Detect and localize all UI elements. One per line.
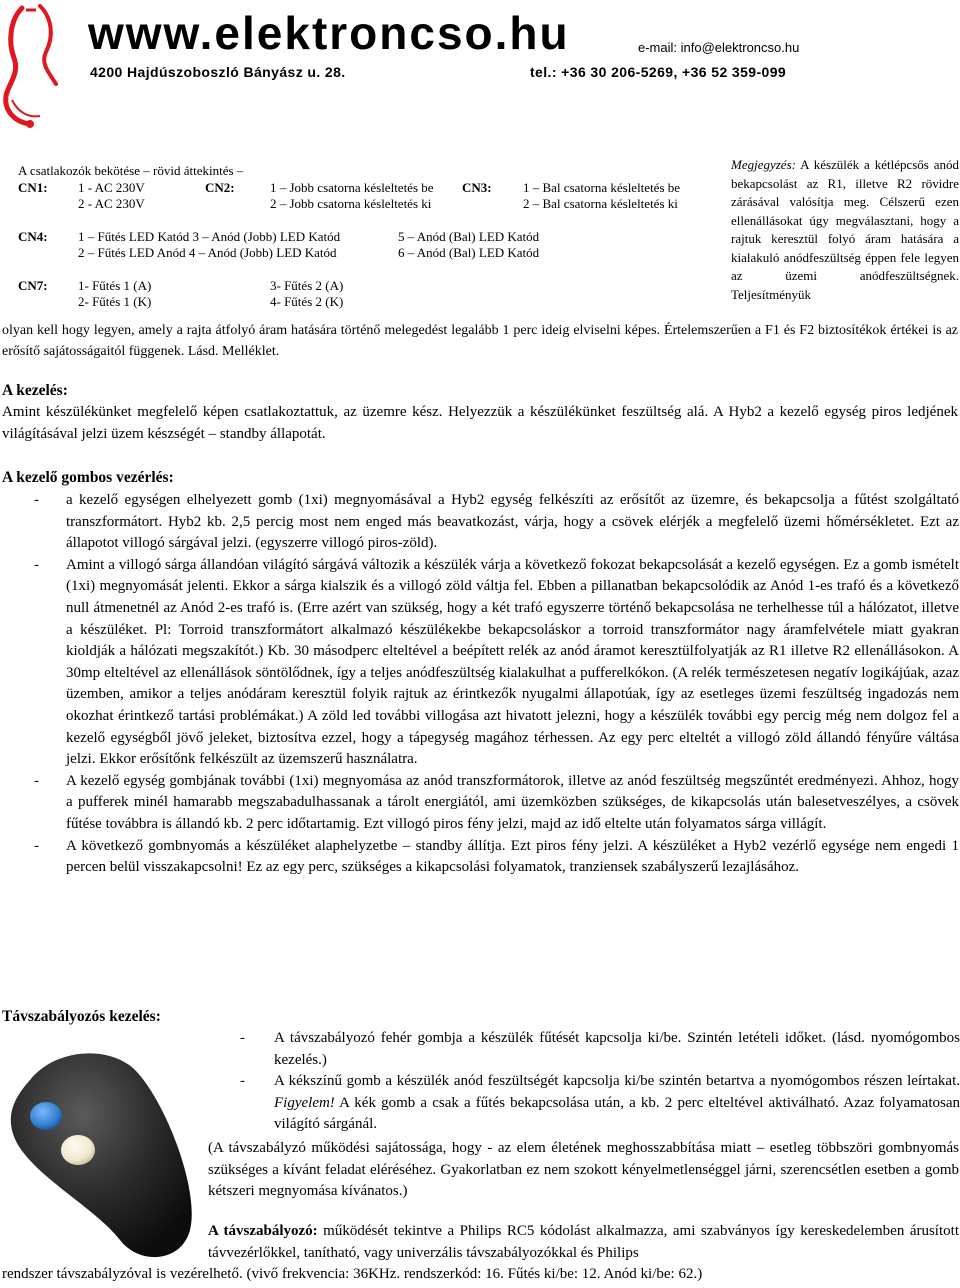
list-item-text-b: A kék gomb a csak a fűtés bekapcsolása után, a kb. 2 perc elteltével aktiválható. Azaz folyamatosan világító sárgánál. — [274, 1094, 960, 1133]
cn4-a1: 1 – Fűtés LED Katód 3 – Anód (Jobb) LED Katód — [78, 229, 341, 244]
list-item-text-a: A kékszínű gomb a készülék anód feszültségét kapcsolja ki/be szintén betartva a nyomógombos részen leírtakat. — [274, 1073, 960, 1090]
remote-paren-text: (A távszabályzó működési sajátossága, hogy - az elem életének meghosszabbítása miatt – esetleg többszöri gombnyomás szükséges a kívánt feladat eléréséhez. Gyakorlatban ez nem szokott kényelmetlenséggel járni, szerencsétlen esetben a gomb kétszeri megnyomása kívánatos.) — [208, 1140, 959, 1200]
cn7-label: CN7: — [18, 278, 48, 293]
cn7-a2: 2- Fűtés 1 (K) — [78, 294, 152, 309]
cn4-b1: 5 – Anód (Bal) LED Katód — [398, 229, 540, 244]
site-email[interactable]: e-mail: info@elektroncso.hu — [638, 40, 800, 55]
cn1-row2: 2 - AC 230V — [78, 196, 145, 211]
remote-white-button — [61, 1135, 95, 1165]
gombos-heading: A kezelő gombos vezérlés: — [2, 469, 174, 486]
cn4-a2: 2 – Fűtés LED Anód 4 – Anód (Jobb) LED Katód — [78, 245, 337, 260]
rc5-text-line1: működését tekintve a Philips RC5 kódolást alkalmazza, ami szabványos így kereskedelemben árusított távvezérlőkkel, tanítható, vagy univerzális távszabályozókkal és Philips — [208, 1223, 959, 1261]
cn4-b2: 6 – Anód (Bal) LED Katód — [398, 245, 540, 260]
remote-control-icon — [0, 1040, 210, 1268]
cn1-row1: 1 - AC 230V — [78, 180, 145, 195]
note-label: Megjegyzés: — [731, 157, 796, 172]
cn3-label: CN3: — [462, 180, 492, 195]
list-item — [240, 1028, 960, 1071]
list-item-text: a kezelő egységen elhelyezett gomb (1xi) megnyomásával a Hyb2 egység felkészíti az erősítőt az üzemre, és bekapcsolja a fűtést szolgáltató transzformátort. Hyb2 kb. 2,5 percig most nem enged más beavatkozást, várja, hogy a csövek elérjék a megfelelő üzemi hőmérsékletet. Ezt az állapotot villogó sárgával jelzi. (egyszerre villogó piros-zöld). — [66, 492, 959, 552]
site-address: 4200 Hajdúszoboszló Bányász u. 28. — [90, 64, 346, 80]
list-item-text: A következő gombnyomás a készüléket alaphelyzetbe – standby állítja. Ezt piros fény jelzi. A készüléket a Hyb2 vezérlő egysége nem engedi 1 percen belül visszakapcsolni! Ez az egy perc, szükséges a kikapcsolási folyamatok, tranziensek szabályszerű lezajlásához. — [66, 837, 959, 876]
remote-blue-button — [30, 1102, 62, 1130]
bullet-dash: - — [240, 1073, 245, 1090]
cn4-label: CN4: — [18, 229, 48, 244]
rc5-text-line2: rendszer távszabályzóval is vezérelhető. (vivő frekvencia: 36KHz. rendszerkód: 16. Fűtés ki/be: 12. Anód ki/be: 62.) — [2, 1266, 703, 1282]
cn7-b1: 3- Fűtés 2 (A) — [270, 278, 344, 293]
cn3-row2: 2 – Bal csatorna késleltetés ki — [523, 196, 678, 211]
list-item-text: Amint a villogó sárga állandóan világító sárgává változik a készülék várja a következő fokozat bekapcsolását a kezelő egységen. Ez a gomb ismételt (1xi) megnyomását jelenti. Ekkor a sárga kialszik és a villogó zöld váltja fel. Ebben a pillanatban bekapcsolódik az Anód 1-es trafó és a következő null átmenetnél az Anód 2-es trafó is. (Erre azért van szükség, hogy a két trafó egyszerre történő bekapcsolása ne terhelhesse túl a hálózatot, illetve a készüléket. Pl: Torroid transzformátort alkalmazó készülékekbe bekapcsoláskor a torroid transzformátor nagy áramfelvétele miatt gyakran kioldják a hálózati megszakítót.) Kb. 30 másodperc elteltével a beépített relék az anód áramot keresztülfolyatják az R1 illetve R2 ellenállásokon. A 30mp elteltével az ellenállások söntölődnek, így a teljes anódfeszültség kialakulhat a pufferelkókon. (A relék természetesen negatív logikájúak, azaz üzemben, amikor a teljes anódáram keresztül folyik rajtuk az érintkezők nyugalmi állapotúak, így az esetleges üzemi feszültség ingadozás nem okozhat érintkező tartási problémákat.) A zöld led további villogása azt hivatott jelezni, hogy a készülék további egy percig még nem dolgoz fel a kezelő egységből jövő jeleket, biztosítva ezzel, hogy a tápegység magához térhessen. Az egy perc elteltét a villogó zöld állandó fényűre váltása jelzi. Ekkor erősítőnk felkészült az üzemszerű használatra. — [66, 556, 959, 768]
bullet-dash: - — [34, 772, 39, 789]
rc5-paragraph — [208, 1221, 959, 1264]
side-note — [731, 156, 959, 304]
list-item — [240, 1071, 960, 1136]
gombos-list — [34, 490, 959, 879]
list-item-text: A távszabályozó fehér gombja a készülék fűtését kapcsolja ki/be. Szintén letételi időket. (lásd. nyomógombos kezelés.) — [274, 1030, 960, 1068]
list-item — [34, 836, 959, 879]
cn7-a1: 1- Fűtés 1 (A) — [78, 278, 152, 293]
cn1-label: CN1: — [18, 180, 48, 195]
bullet-dash: - — [34, 837, 39, 854]
list-item-text: A kezelő egység gombjának további (1xi) megnyomása az anód transzformátorok, illetve az anód feszültség megszűntét eredményezi. Ahhoz, hogy a pufferek minél hamarabb megszabadulhassanak a tárolt energiától, ami üzemközben szükséges, de kikapcsolás után balesetveszélyes, a csövek fűtése továbbra is állandó kb. 2 perc időtartamig. Ezt villogó piros fény jelzi, majd az idő eltelte után folyamatos sárga villágít. — [66, 772, 959, 832]
kezeles-heading: A kezelés: — [2, 382, 68, 399]
list-item — [34, 555, 959, 771]
site-phone: tel.: +36 30 206-5269, +36 52 359-099 — [530, 64, 787, 80]
cn2-row1: 1 – Jobb csatorna késleltetés be — [270, 180, 434, 195]
list-item — [34, 771, 959, 836]
note-continuation: olyan kell hogy legyen, amely a rajta átfolyó áram hatására történő melegedést legalább 1 perc ideig elviselni képes. Értelemszerűen a F1 és F2 biztosítékok értékei is az erősítő sajátosságaitól függenek. Lásd. Melléklet. — [2, 323, 958, 359]
remote-list — [240, 1028, 960, 1136]
list-item-emphasis: Figyelem! — [274, 1094, 335, 1111]
bullet-dash: - — [34, 492, 39, 508]
list-item — [34, 490, 959, 555]
note-text: A készülék a kétlépcsős anód bekapcsolást az R1, illetve R2 rövidre zárásával valósítja meg. Célszerű ezen ellenállásokat úgy megválasztani, hogy a rajtuk keresztül folyó áram hatására a kialakuló anódfeszültség éppen fele legyen az üzemi anódfeszültségnek. Teljesítményük — [731, 157, 959, 302]
cn3-row1: 1 – Bal csatorna késleltetés be — [523, 180, 681, 195]
bullet-dash: - — [34, 556, 39, 573]
bullet-dash: - — [240, 1030, 245, 1046]
remote-heading: Távszabályozós kezelés: — [2, 1008, 161, 1025]
logo-tube-icon — [0, 0, 90, 140]
kezeles-text: Amint készülékünket megfelelő képen csatlakoztattuk, az üzemre kész. Helyezzük a készülékünket feszültség alá. A Hyb2 a kezelő egység piros ledjének világításával jelzi üzem készségét – standby állapotát. — [2, 404, 958, 442]
cn2-label: CN2: — [205, 180, 235, 195]
cn2-row2: 2 – Jobb csatorna késleltetés ki — [270, 196, 432, 211]
rc5-label: A távszabályozó: — [208, 1223, 318, 1239]
cn7-b2: 4- Fűtés 2 (K) — [270, 294, 344, 309]
connectors-title: A csatlakozók bekötése – rövid áttekintés – — [18, 163, 244, 178]
site-title[interactable]: www.elektroncso.hu — [88, 7, 570, 59]
